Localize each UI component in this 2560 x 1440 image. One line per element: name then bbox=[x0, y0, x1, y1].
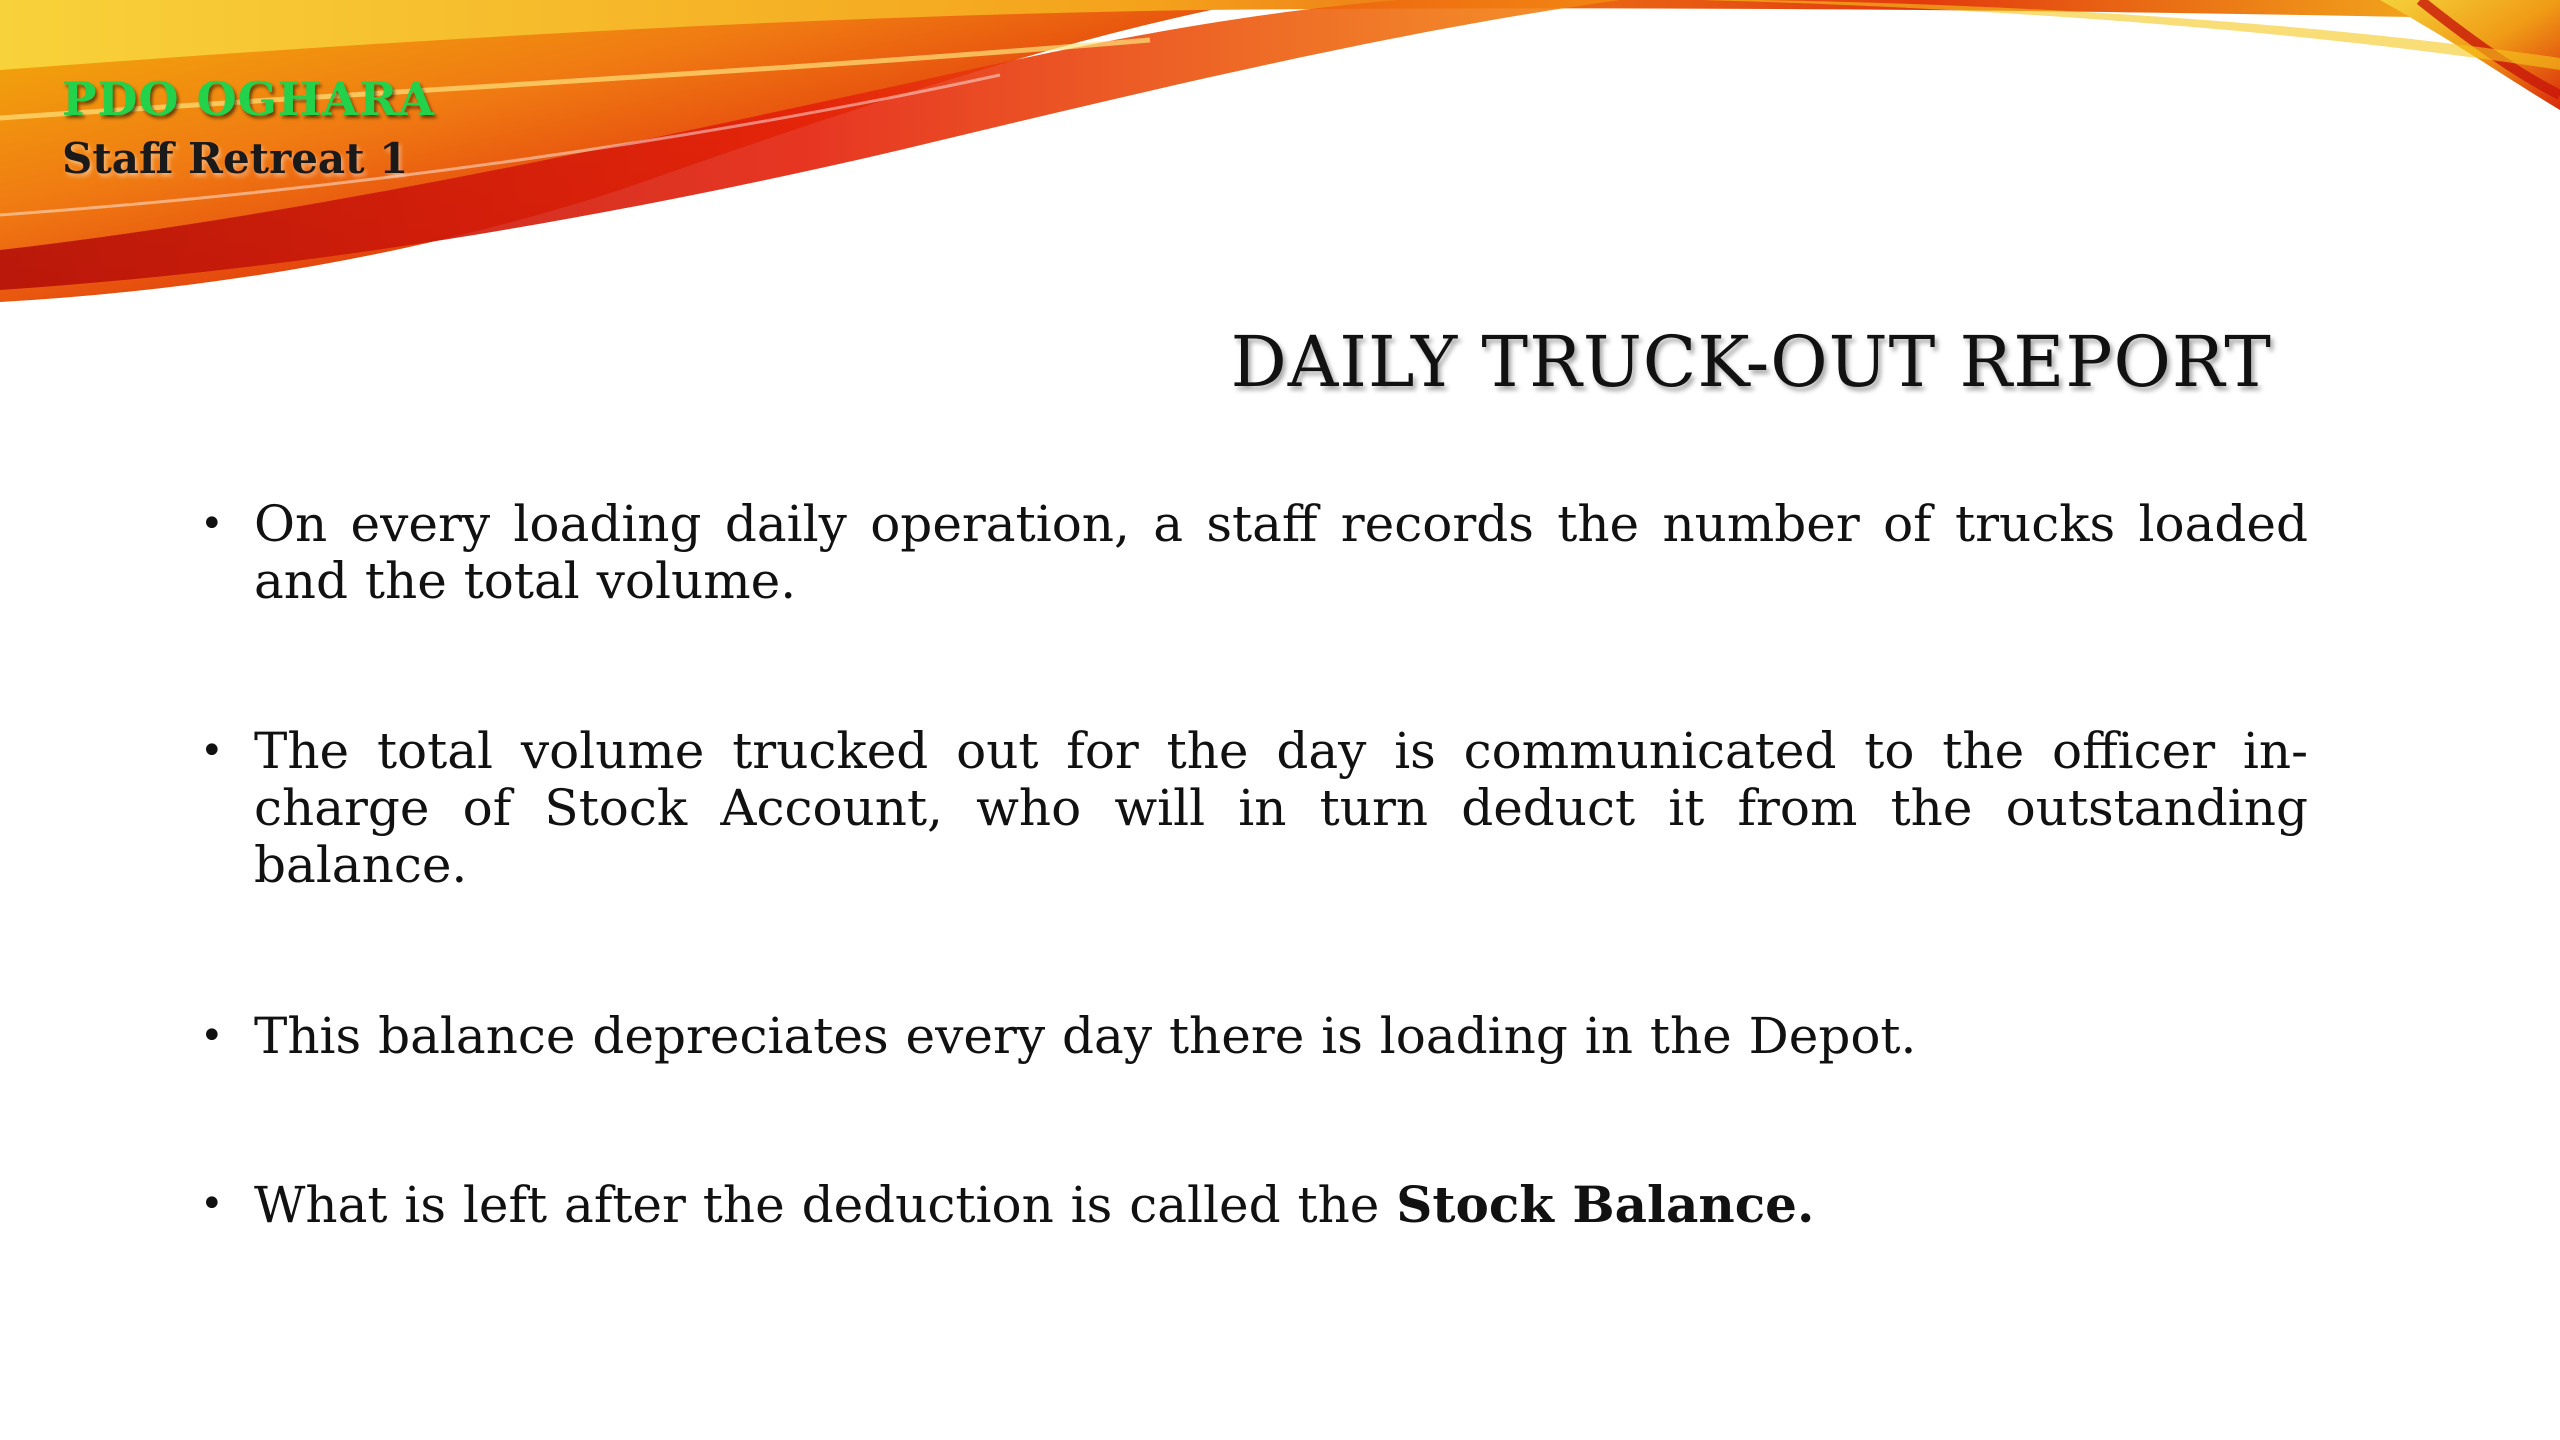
brand-name: PDO OGHARA bbox=[62, 72, 435, 126]
bullet-dot-icon: • bbox=[200, 1013, 224, 1059]
bullet-text: The total volume trucked out for the day is communicated to the officer in-charge of Stock Account, who will in turn deduct it from the outstanding balance. bbox=[254, 722, 2308, 894]
bullet-dot-icon: • bbox=[200, 728, 224, 774]
bullet-emphasis: Stock Balance. bbox=[1396, 1175, 1815, 1234]
bullet-dot-icon: • bbox=[200, 1181, 224, 1227]
bullet-text: On every loading daily operation, a staff records the number of trucks loaded and the total volume. bbox=[254, 495, 2308, 610]
bullet-item bbox=[192, 723, 2308, 894]
bullet-text: What is left after the deduction is called the bbox=[254, 1176, 1397, 1234]
bullet-dot-icon: • bbox=[200, 501, 224, 547]
brand-subtitle: Staff Retreat 1 bbox=[62, 134, 409, 183]
slide-title: DAILY TRUCK-OUT REPORT bbox=[1230, 321, 2272, 403]
bullet-item bbox=[192, 496, 2308, 610]
bullet-text: This balance depreciates every day there is loading in the Depot. bbox=[254, 1007, 1917, 1065]
bullet-item bbox=[192, 1008, 2308, 1065]
bullet-list bbox=[192, 496, 2308, 1234]
bullet-item bbox=[192, 1176, 2308, 1234]
